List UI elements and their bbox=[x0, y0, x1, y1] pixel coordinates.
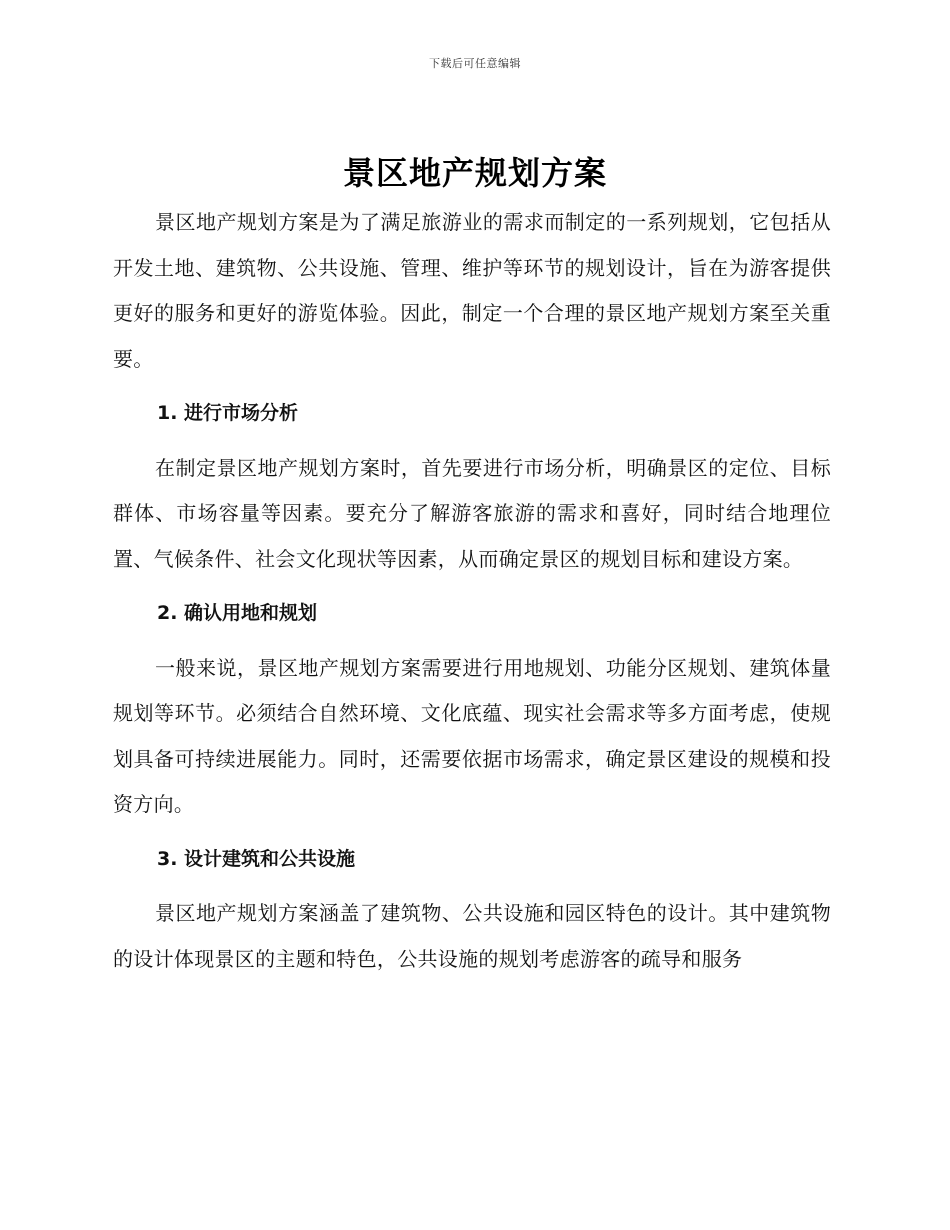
section-heading-market-analysis: 1. 进行市场分析 bbox=[157, 402, 299, 424]
header-note: 下载后可任意编辑 bbox=[429, 57, 521, 70]
document-body bbox=[113, 200, 831, 982]
section-heading-land-use: 2. 确认用地和规划 bbox=[157, 602, 318, 624]
market-analysis-paragraph: 在制定景区地产规划方案时，首先要进行市场分析，明确景区的定位、目标群体、市场容量等因素。要充分了解游客旅游的需求和喜好，同时结合地理位置、气候条件、社会文化现状等因素，从而确定景区的规划目标和建设方案。 bbox=[113, 455, 831, 571]
land-use-paragraph: 一般来说，景区地产规划方案需要进行用地规划、功能分区规划、建筑体量规划等环节。必须结合自然环境、文化底蕴、现实社会需求等多方面考虑，使规划具备可持续进展能力。同时，还需要依据市场需求，确定景区建设的规模和投资方向。 bbox=[113, 655, 831, 816]
document-title: 景区地产规划方案 bbox=[342, 154, 607, 192]
building-design-paragraph: 景区地产规划方案涵盖了建筑物、公共设施和园区特色的设计。其中建筑物的设计体现景区的主题和特色，公共设施的规划考虑游客的疏导和服务 bbox=[113, 901, 831, 971]
section-heading-building-design: 3. 设计建筑和公共设施 bbox=[157, 847, 356, 870]
intro-paragraph: 景区地产规划方案是为了满足旅游业的需求而制定的一系列规划，它包括从开发土地、建筑物、公共设施、管理、维护等环节的规划设计，旨在为游客提供更好的服务和更好的游览体验。因此，制定一个合理的景区地产规划方案至关重要。 bbox=[113, 210, 831, 371]
